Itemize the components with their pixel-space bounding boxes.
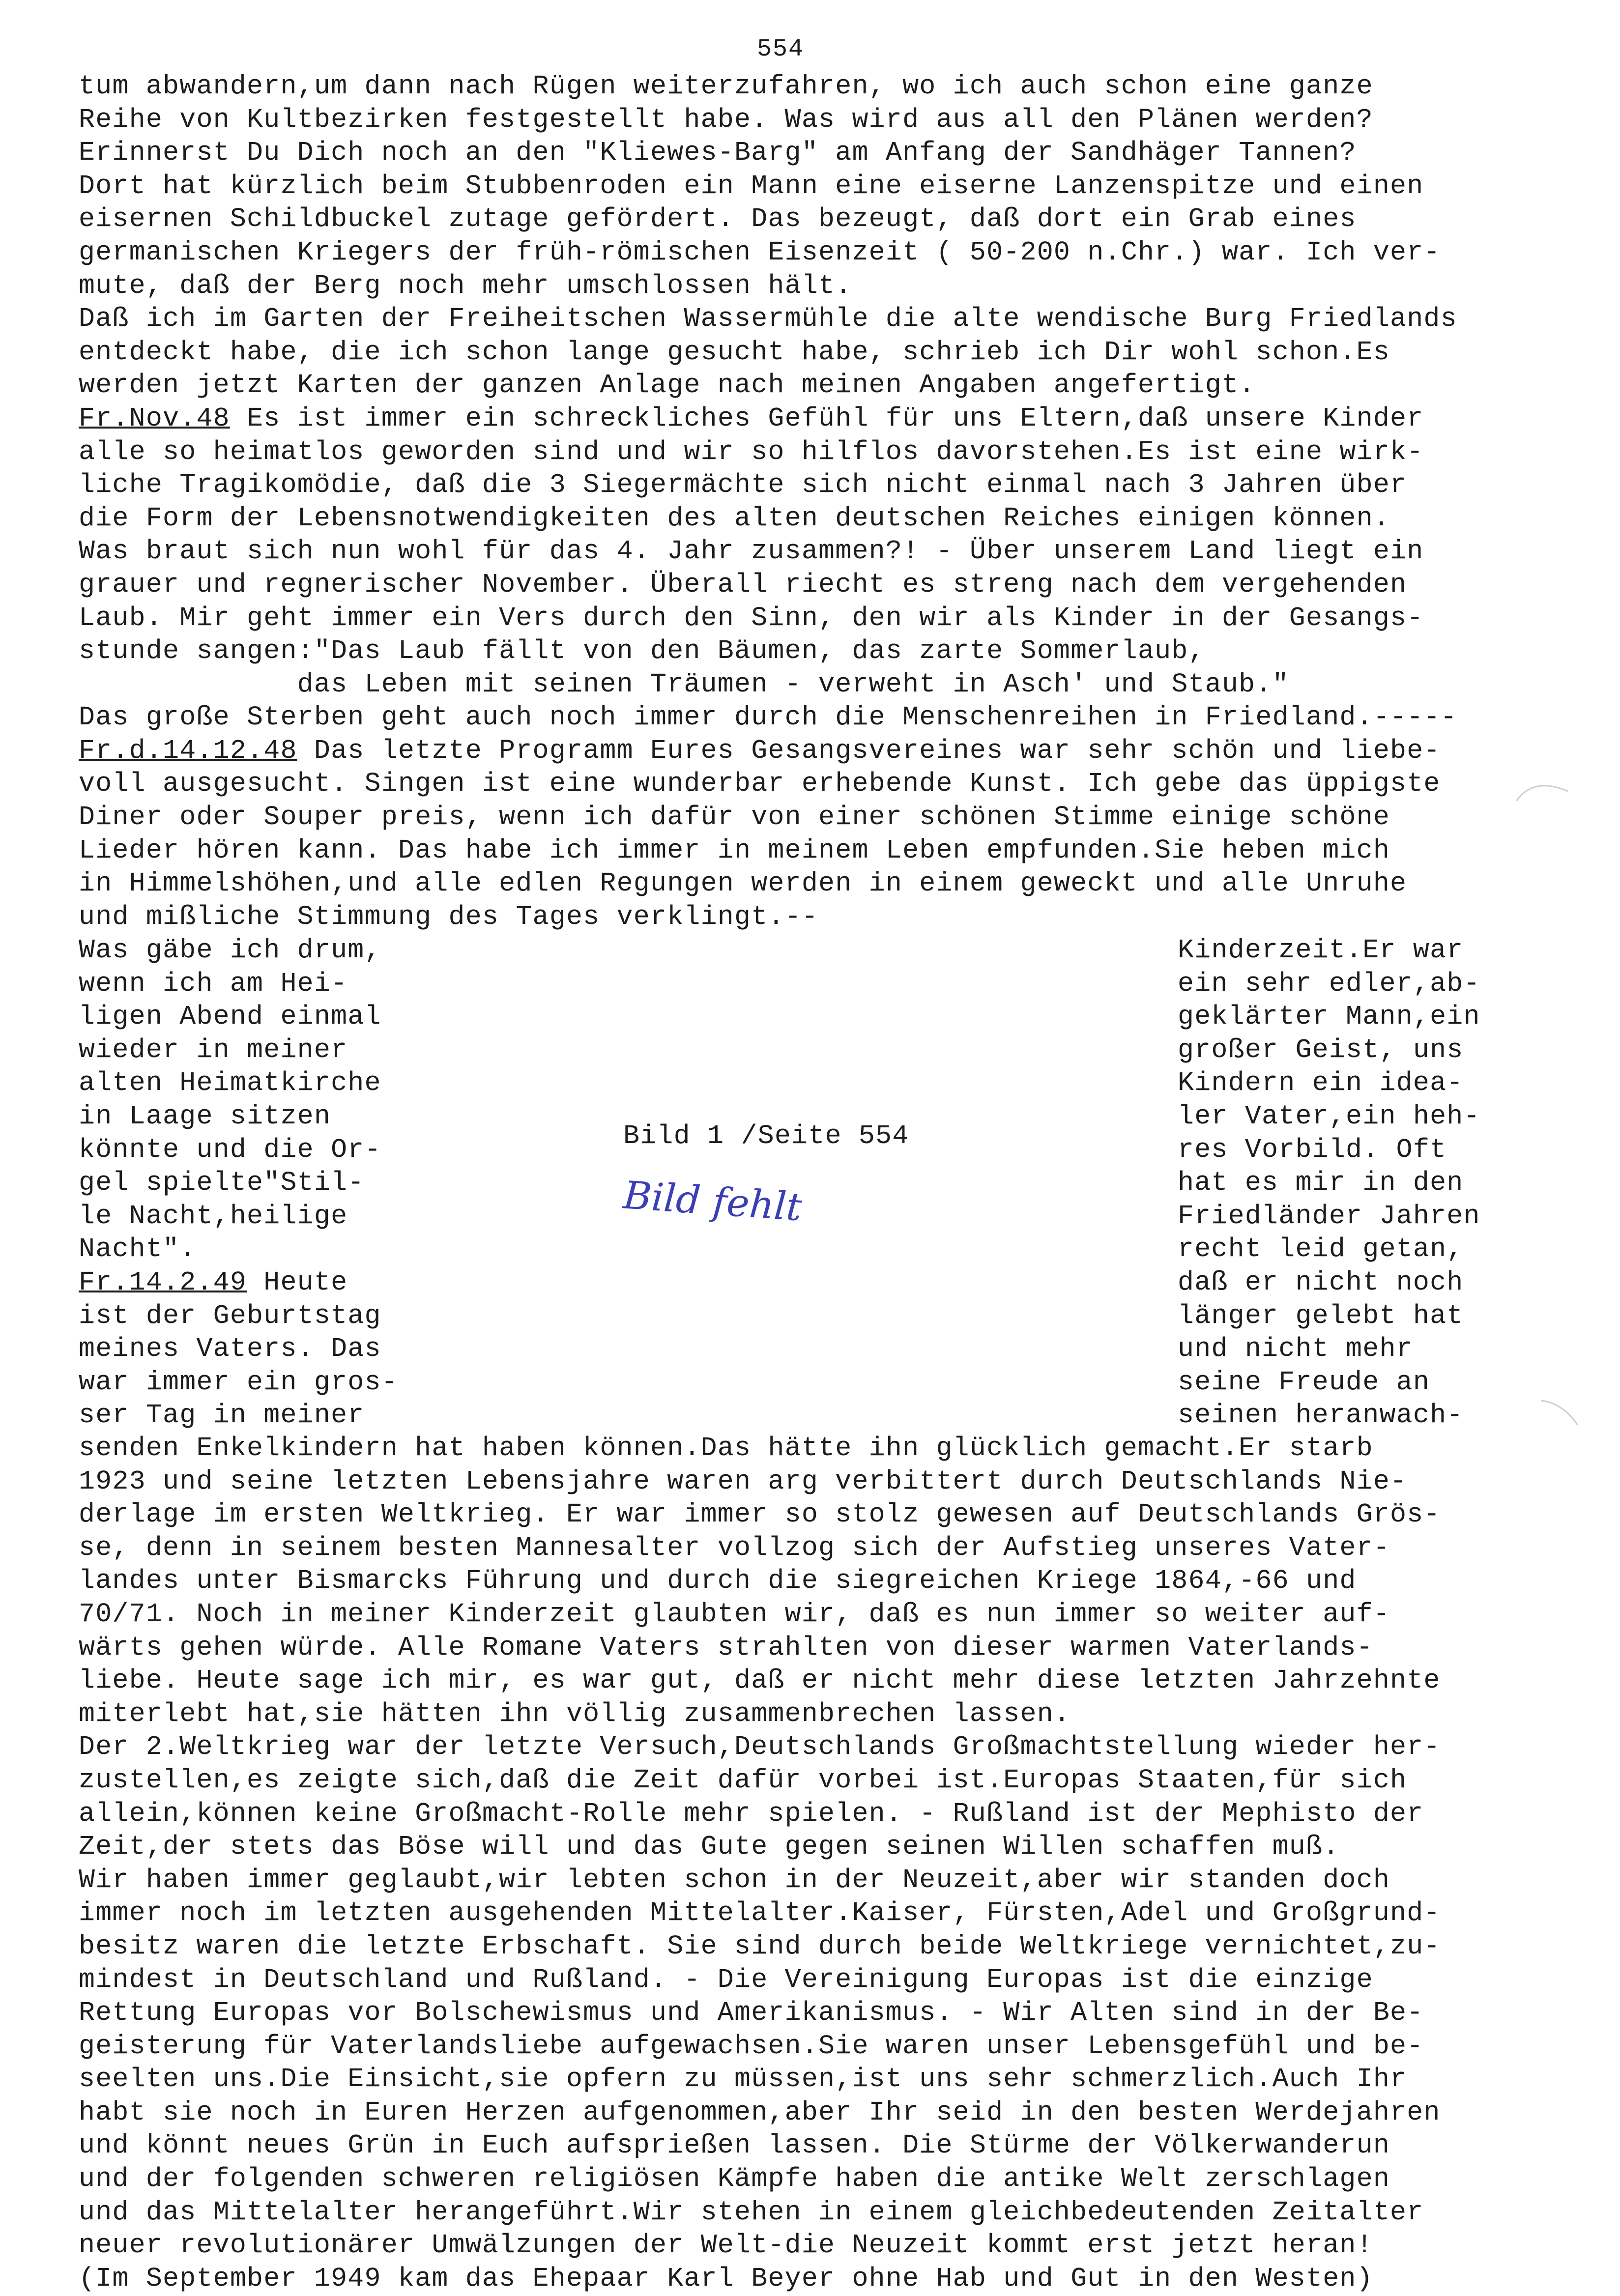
entry-date: Fr.d.14.12.48 — [79, 735, 297, 766]
text-line: eisernen Schildbuckel zutage gefördert. Das bezeugt, daß dort ein Grab eines — [79, 203, 1357, 235]
text-line: Erinnerst Du Dich noch an den "Kliewes-Barg" am Anfang der Sandhäger Tannen? — [79, 137, 1357, 169]
text-line: Dort hat kürzlich beim Stubbenroden ein Mann eine eiserne Lanzenspitze und einen — [79, 170, 1424, 201]
text-line: geklärter Mann,ein — [1178, 1001, 1480, 1033]
text-line: derlage im ersten Weltkrieg. Er war immer so stolz gewesen auf Deutschlands Grös- — [79, 1499, 1441, 1530]
entry-date: Fr.Nov.48 — [79, 402, 230, 434]
text-line: Friedländer Jahren — [1178, 1200, 1480, 1232]
text-line: Daß ich im Garten der Freiheitschen Wassermühle die alte wendische Burg Friedlands — [79, 303, 1457, 335]
text-line: ser Tag in meiner — [79, 1400, 365, 1431]
entry-date: Fr.14.2.49 — [79, 1266, 247, 1298]
entry-first-line — [79, 1266, 452, 1299]
text-line: le Nacht,heilige — [79, 1200, 348, 1232]
text-line: liche Tragikomödie, daß die 3 Siegermächte sich nicht einmal nach 3 Jahren über — [79, 469, 1407, 501]
text-line: recht leid getan, — [1178, 1234, 1464, 1265]
text-line: miterlebt hat,sie hätten ihn völlig zusammenbrechen lassen. — [79, 1698, 1071, 1729]
text-line: mute, daß der Berg noch mehr umschlossen hält. — [79, 270, 852, 301]
text-line: Reihe von Kultbezirken festgestellt habe. Was wird aus all den Plänen werden? — [79, 104, 1373, 135]
text-line: wenn ich am Hei- — [79, 968, 348, 999]
text-line: Kindern ein idea- — [1178, 1067, 1464, 1099]
text-line: alten Heimatkirche — [79, 1067, 381, 1099]
entry-text: Das letzte Programm Eures Gesangsvereines war sehr schön und liebe- — [297, 735, 1441, 766]
text-line: Zeit,der stets das Böse will und das Gute gegen seinen Willen schaffen muß. — [79, 1831, 1340, 1863]
text-line: stunde sangen:"Das Laub fällt von den Bäumen, das zarte Sommerlaub, — [79, 635, 1205, 667]
entry-first-line — [79, 402, 1533, 435]
text-line: liebe. Heute sage ich mir, es war gut, daß er nicht mehr diese letzten Jahrzehnte — [79, 1665, 1441, 1696]
text-line: war immer ein gros- — [79, 1366, 398, 1398]
text-line: Diner oder Souper preis, wenn ich dafür von einer schönen Stimme einige schöne — [79, 802, 1390, 833]
text-line: seelten uns.Die Einsicht,sie opfern zu müssen,ist uns sehr schmerzlich.Auch Ihr — [79, 2064, 1407, 2095]
text-line: und das Mittelalter herangeführt.Wir stehen in einem gleichbedeutenden Zeitalter — [79, 2196, 1424, 2228]
text-line: werden jetzt Karten der ganzen Anlage nach meinen Angaben angefertigt. — [79, 370, 1256, 401]
text-line: zustellen,es zeigte sich,daß die Zeit dafür vorbei ist.Europas Staaten,für sich — [79, 1764, 1407, 1796]
text-line: ein sehr edler,ab- — [1178, 968, 1480, 999]
text-line: res Vorbild. Oft — [1178, 1134, 1447, 1165]
text-line: seinen heranwach- — [1178, 1400, 1464, 1431]
text-line: tum abwandern,um dann nach Rügen weiterzufahren, wo ich auch schon eine ganze — [79, 71, 1373, 102]
page-number: 554 — [757, 35, 805, 63]
text-line: länger gelebt hat — [1178, 1300, 1464, 1331]
text-line: 1923 und seine letzten Lebensjahre waren arg verbittert durch Deutschlands Nie- — [79, 1465, 1407, 1497]
text-line: das Leben mit seinen Träumen - verweht in Asch' und Staub." — [79, 668, 1289, 700]
text-line: allein,können keine Großmacht-Rolle mehr spielen. - Rußland ist der Mephisto der — [79, 1798, 1424, 1829]
text-line: hat es mir in den — [1178, 1167, 1464, 1199]
right-column — [1178, 934, 1541, 1432]
scan-mark-icon — [1538, 1396, 1583, 1430]
text-line: immer noch im letzten ausgehenden Mittelalter.Kaiser, Fürsten,Adel und Großgrund- — [79, 1897, 1441, 1929]
text-line: 70/71. Noch in meiner Kinderzeit glaubten wir, daß es nun immer so weiter auf- — [79, 1598, 1390, 1630]
text-line: se, denn in seinem besten Mannesalter vollzog sich der Aufstieg unseres Vater- — [79, 1532, 1390, 1563]
text-line: Laub. Mir geht immer ein Vers durch den Sinn, den wir als Kinder in der Gesangs- — [79, 602, 1424, 633]
text-line: Wir haben immer geglaubt,wir lebten schon in der Neuzeit,aber wir standen doch — [79, 1864, 1390, 1895]
text-line: Kinderzeit.Er war — [1178, 935, 1464, 966]
text-line: grauer und regnerischer November. Überall riecht es streng nach dem vergehenden — [79, 569, 1407, 600]
text-line: Was braut sich nun wohl für das 4. Jahr zusammen?! - Über unserem Land liegt ein — [79, 536, 1424, 567]
text-block-top — [79, 70, 1533, 933]
text-line: die Form der Lebensnotwendigkeiten des alten deutschen Reiches einigen können. — [79, 502, 1390, 534]
entry-text: Es ist immer ein schreckliches Gefühl für uns Eltern,daß unsere Kinder — [230, 402, 1424, 434]
text-block-bottom — [79, 1432, 1533, 2295]
text-line: Der 2.Weltkrieg war der letzte Versuch,Deutschlands Großmachtstellung wieder her- — [79, 1731, 1441, 1763]
text-line: voll ausgesucht. Singen ist eine wunderbar erhebende Kunst. Ich gebe das üppigste — [79, 768, 1441, 800]
text-line: daß er nicht noch — [1178, 1266, 1464, 1298]
text-line: Das große Sterben geht auch noch immer durch die Menschenreihen in Friedland.----- — [79, 702, 1457, 733]
left-column — [79, 934, 452, 1432]
text-line: Was gäbe ich drum, — [79, 935, 381, 966]
text-line: ligen Abend einmal — [79, 1001, 381, 1033]
text-line: geisterung für Vaterlandsliebe aufgewachsen.Sie waren unser Lebensgefühl und be- — [79, 2030, 1424, 2062]
text-line: könnte und die Or- — [79, 1134, 381, 1165]
text-line: und nicht mehr — [1178, 1333, 1413, 1365]
entry-first-line — [79, 734, 1533, 768]
text-line: entdeckt habe, die ich schon lange gesucht habe, schrieb ich Dir wohl schon.Es — [79, 336, 1390, 368]
text-line: gel spielte"Stil- — [79, 1167, 365, 1199]
text-line: seine Freude an — [1178, 1366, 1430, 1398]
scan-mark-icon — [1514, 772, 1573, 806]
text-line: alle so heimatlos geworden sind und wir so hilflos davorstehen.Es ist eine wirk- — [79, 436, 1424, 467]
text-line: ler Vater,ein heh- — [1178, 1100, 1480, 1132]
text-line: in Himmelshöhen,und alle edlen Regungen werden in einem geweckt und alle Unruhe — [79, 868, 1407, 899]
text-line: meines Vaters. Das — [79, 1333, 381, 1365]
text-line: landes unter Bismarcks Führung und durch die siegreichen Kriege 1864,-66 und — [79, 1565, 1357, 1597]
text-line: Rettung Europas vor Bolschewismus und Amerikanismus. - Wir Alten sind in der Be- — [79, 1997, 1424, 2029]
text-line: und mißliche Stimmung des Tages verklingt.-- — [79, 901, 819, 932]
text-line: großer Geist, uns — [1178, 1034, 1464, 1065]
text-line: Lieder hören kann. Das habe ich immer in meinem Leben empfunden.Sie heben mich — [79, 834, 1390, 866]
text-line: germanischen Kriegers der früh-römischen Eisenzeit ( 50-200 n.Chr.) war. Ich ver- — [79, 236, 1441, 268]
text-line: habt sie noch in Euren Herzen aufgenommen,aber Ihr seid in den besten Werdejahren — [79, 2096, 1441, 2128]
text-line: mindest in Deutschland und Rußland. - Die Vereinigung Europas ist die einzige — [79, 1964, 1373, 1995]
handwritten-note: Bild fehlt — [622, 1173, 804, 1230]
text-line: wieder in meiner — [79, 1034, 348, 1065]
text-line: neuer revolutionärer Umwälzungen der Welt-die Neuzeit kommt erst jetzt heran! — [79, 2230, 1373, 2261]
text-line: senden Enkelkindern hat haben können.Das hätte ihn glücklich gemacht.Er starb — [79, 1433, 1373, 1464]
text-line: ist der Geburtstag — [79, 1300, 381, 1331]
text-line: (Im September 1949 kam das Ehepaar Karl Beyer ohne Hab und Gut in den Westen) — [79, 2263, 1373, 2294]
text-line: wärts gehen würde. Alle Romane Vaters strahlten von dieser warmen Vaterlands- — [79, 1632, 1373, 1663]
text-line: besitz waren die letzte Erbschaft. Sie sind durch beide Weltkriege vernichtet,zu- — [79, 1930, 1441, 1962]
image-caption: Bild 1 /Seite 554 — [623, 1120, 909, 1151]
text-line: Nacht". — [79, 1234, 197, 1265]
text-line: und könnt neues Grün in Euch aufsprießen lassen. Die Stürme der Völkerwanderun — [79, 2130, 1390, 2161]
text-line: in Laage sitzen — [79, 1100, 331, 1132]
text-line: und der folgenden schweren religiösen Kämpfe haben die antike Welt zerschlagen — [79, 2163, 1390, 2195]
entry-text: Heute — [247, 1266, 348, 1298]
